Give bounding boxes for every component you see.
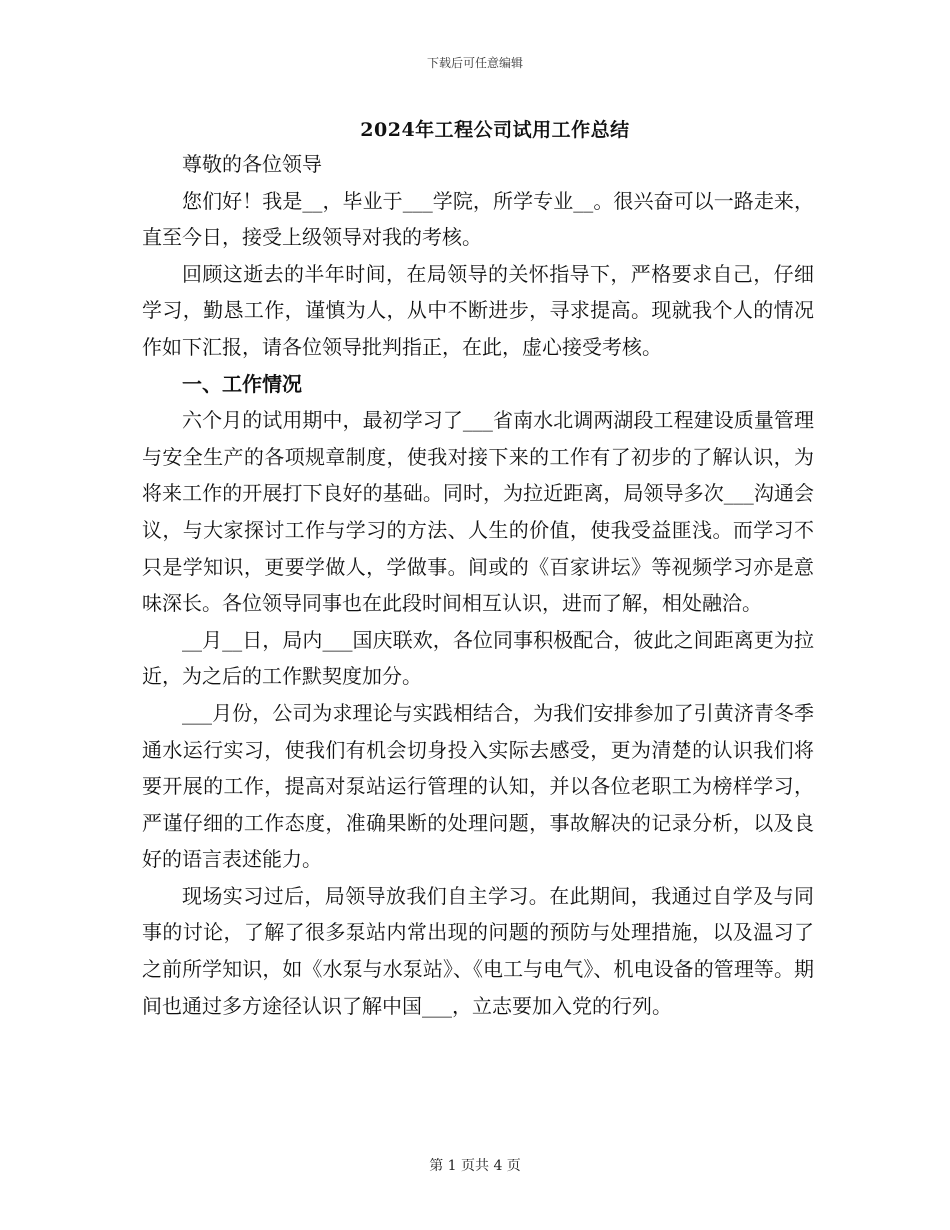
section-paragraph-3: ___月份，公司为求理论与实践相结合，为我们安排参加了引黄济青冬季通水运行实习，使我们有机会切身投入实际去感受，更为清楚的认识我们将要开展的工作，提高对泵站运行管理的认知，并以各位老职工为榜样学习，严谨仔细的工作态度，准确果断的处理问题，事故解决的记录分析，以及良好的语言表述能力。 [142, 700, 814, 872]
section-paragraph-4: 现场实习过后，局领导放我们自主学习。在此期间，我通过自学及与同事的讨论，了解了很多泵站内常出现的问题的预防与处理措施，以及温习了之前所学知识，如《水泵与水泵站》、《电工与电气》、机电设备的管理等。期间也通过多方途径认识了解中国___，立志要加入党的行列。 [142, 883, 814, 1018]
document-title: 2024年工程公司试用工作总结 [360, 119, 630, 141]
document-body [142, 146, 814, 1024]
header-note: 下载后可任意编辑 [426, 56, 523, 70]
section-heading: 一、工作情况 [182, 371, 302, 396]
intro-paragraph-2: 回顾这逝去的半年时间，在局领导的关怀指导下，严格要求自己，仔细学习，勤恳工作，谨慎为人，从中不断进步，寻求提高。现就我个人的情况作如下汇报，请各位领导批判指正，在此，虚心接受考核。 [142, 261, 814, 359]
section-paragraph-2: __月__日，局内___国庆联欢，各位同事积极配合，彼此之间距离更为拉近，为之后的工作默契度加分。 [142, 627, 814, 689]
intro-paragraph-1: 您们好！我是__，毕业于___学院，所学专业__。很兴奋可以一路走来，直至今日，接受上级领导对我的考核。 [142, 188, 814, 250]
section-paragraph-1: 六个月的试用期中，最初学习了___省南水北调两湖段工程建设质量管理与安全生产的各项规章制度，使我对接下来的工作有了初步的了解认识，为将来工作的开展打下良好的基础。同时，为拉近距离，局领导多次___沟通会议，与大家探讨工作与学习的方法、人生的价值，使我受益匪浅。而学习不只是学知识，更要学做人，学做事。间或的《百家讲坛》等视频学习亦是意味深长。各位领导同事也在此段时间相互认识，进而了解，相处融洽。 [142, 408, 814, 616]
page-indicator: 第 1 页共 4 页 [429, 1158, 521, 1174]
salutation: 尊敬的各位领导 [182, 152, 322, 176]
